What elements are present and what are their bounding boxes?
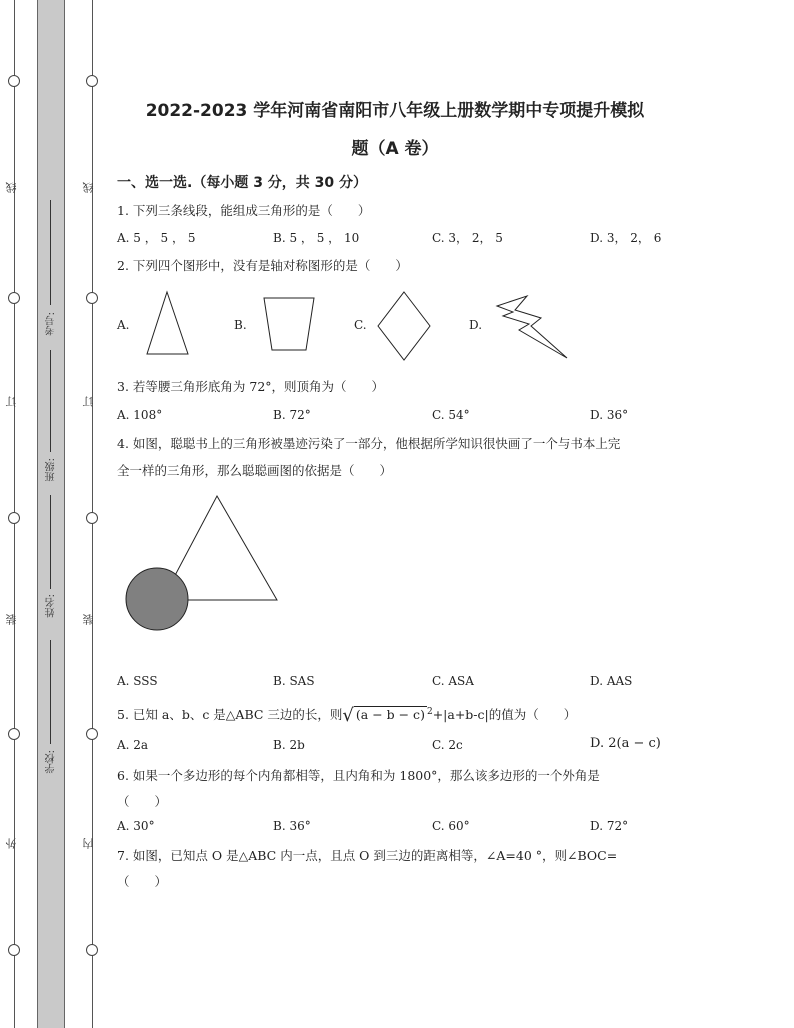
- question-5-option-d[interactable]: D. 2(a − c): [590, 736, 661, 751]
- field-label-name: 姓名:: [46, 594, 57, 618]
- inner-mark-nei: 内: [82, 838, 95, 849]
- question-4-option-a[interactable]: A. SSS: [117, 674, 158, 688]
- question-2-option-a[interactable]: A.: [117, 318, 130, 332]
- question-5-stem-post: +|a+b-c|的值为（ ）: [432, 707, 577, 722]
- binding-band: [37, 0, 65, 1028]
- outer-mark-wai: 外: [5, 838, 18, 849]
- question-2-stem: 2. 下列四个图形中，没有是轴对称图形的是（ ）: [117, 258, 408, 273]
- question-5-stem-pre: 5. 已知 a、b、c 是△ABC 三边的长，则: [117, 707, 343, 722]
- question-5-option-c[interactable]: C. 2c: [432, 738, 463, 752]
- field-line-exam-number[interactable]: [50, 200, 51, 305]
- question-3-option-c[interactable]: C. 54°: [432, 408, 470, 422]
- ink-stained-triangle-figure: [122, 492, 282, 632]
- question-4-stem-line2: 全一样的三角形，那么聪聪画图的依据是（ ）: [117, 463, 393, 478]
- question-6-option-c[interactable]: C. 60°: [432, 819, 470, 833]
- question-6-option-b[interactable]: B. 36°: [273, 819, 311, 833]
- question-1-option-a[interactable]: A. 5 ， 5 ， 5: [117, 231, 196, 245]
- question-1-option-d[interactable]: D. 3， 2， 6: [590, 231, 662, 245]
- rhombus-figure: [376, 290, 432, 362]
- outer-mark-ding: 订: [5, 396, 18, 407]
- question-6-stem-line1: 6. 如果一个多边形的每个内角都相等，且内角和为 1800°，那么该多边形的一个外角是: [117, 768, 600, 783]
- binding-hole: [8, 944, 20, 956]
- page-title-line2: 题（A 卷）: [351, 139, 439, 159]
- inner-mark-ding: 订: [82, 396, 95, 407]
- question-4-option-c[interactable]: C. ASA: [432, 674, 474, 688]
- binding-hole: [86, 512, 98, 524]
- binding-hole: [8, 728, 20, 740]
- question-1-stem: 1. 下列三条线段，能组成三角形的是（ ）: [117, 203, 371, 218]
- question-6-stem-line2: （ ）: [117, 794, 168, 809]
- radical-exponent: 2: [426, 706, 433, 717]
- question-3-option-a[interactable]: A. 108°: [117, 408, 163, 422]
- outer-mark-xian: 线: [5, 182, 18, 193]
- question-1-option-b[interactable]: B. 5 ， 5 ， 10: [273, 231, 360, 245]
- binding-hole: [86, 728, 98, 740]
- binding-hole: [8, 512, 20, 524]
- isosceles-triangle-figure: [145, 290, 190, 356]
- field-line-school[interactable]: [50, 640, 51, 744]
- question-5-option-b[interactable]: B. 2b: [273, 738, 305, 752]
- question-3-option-b[interactable]: B. 72°: [273, 408, 311, 422]
- radical-content: (a − b − c): [355, 707, 425, 722]
- binding-hole: [8, 75, 20, 87]
- trapezoid-figure: [262, 296, 316, 352]
- section-heading: 一、选一选.（每小题 3 分，共 30 分）: [117, 175, 368, 191]
- question-3-option-d[interactable]: D. 36°: [590, 408, 629, 422]
- question-2-option-c[interactable]: C.: [354, 318, 367, 332]
- question-5-stem: [117, 703, 576, 724]
- question-4-stem-line1: 4. 如图，聪聪书上的三角形被墨迹污染了一部分，他根据所学知识很快画了一个与书本上完: [117, 436, 621, 451]
- question-6-option-a[interactable]: A. 30°: [117, 819, 155, 833]
- field-line-name[interactable]: [50, 495, 51, 589]
- page-title-line1: 2022-2023 学年河南省南阳市八年级上册数学期中专项提升模拟: [145, 101, 645, 121]
- radical-sign: √: [342, 705, 354, 726]
- question-4-option-d[interactable]: D. AAS: [590, 674, 633, 688]
- question-4-option-b[interactable]: B. SAS: [273, 674, 315, 688]
- question-2-option-b[interactable]: B.: [234, 318, 247, 332]
- question-7-stem-line2: （ ）: [117, 874, 168, 889]
- binding-hole: [86, 944, 98, 956]
- question-6-option-d[interactable]: D. 72°: [590, 819, 629, 833]
- question-3-stem: 3. 若等腰三角形底角为 72°，则顶角为（ ）: [117, 379, 385, 394]
- field-label-class: 班级:: [46, 458, 57, 482]
- question-1-option-c[interactable]: C. 3， 2， 5: [432, 231, 503, 245]
- inner-mark-zhuang: 装: [82, 614, 95, 625]
- binding-hole: [86, 292, 98, 304]
- field-label-exam-number: 考号:: [46, 312, 57, 336]
- field-line-class[interactable]: [50, 350, 51, 452]
- question-2-option-d[interactable]: D.: [469, 318, 483, 332]
- lightning-bolt-figure: [495, 294, 571, 360]
- question-5-option-a[interactable]: A. 2a: [117, 738, 149, 752]
- binding-hole: [86, 75, 98, 87]
- binding-hole: [8, 292, 20, 304]
- question-7-stem-line1: 7. 如图，已知点 O 是△ABC 内一点，且点 O 到三边的距离相等，∠A=40 °，则∠BOC=: [117, 848, 618, 863]
- field-label-school: 学校:: [46, 750, 57, 774]
- outer-mark-zhuang: 装: [5, 614, 18, 625]
- inner-mark-xian: 线: [82, 182, 95, 193]
